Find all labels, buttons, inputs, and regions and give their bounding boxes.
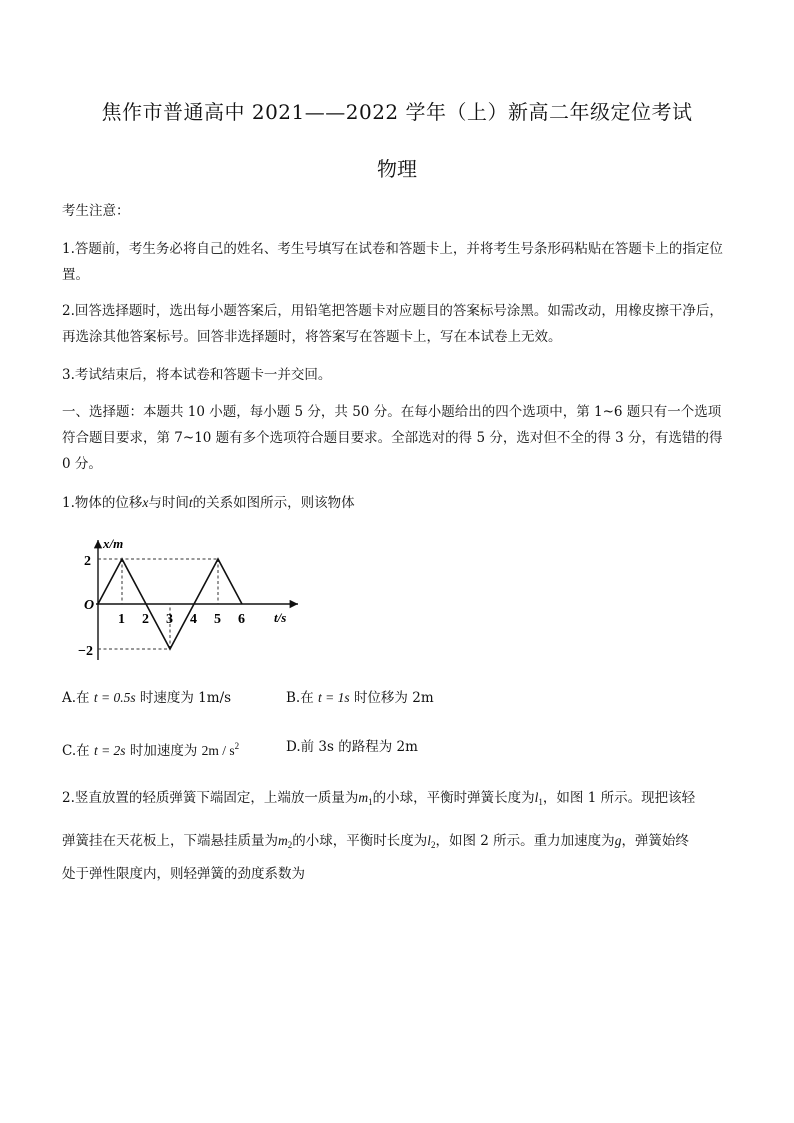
section-1-heading: 一、选择题：本题共 10 小题，每小题 5 分，共 50 分。在每小题给出的四个选项中，第 1~6 题只有一个选项符合题目要求，第 7~10 题有多个选项符合题目要求。全部选对的得 5 分，选对但不全的得 3 分，有选错的得 0 分。 [62, 404, 723, 472]
x-tick-labels [118, 612, 245, 627]
q2-text-1b: 的小球，平衡时弹簧长度为 [372, 790, 535, 806]
q2-l2-base: l [427, 833, 432, 848]
q2-text-2c: ，如图 2 所示。重力加速度为 [435, 833, 615, 849]
q1-option-c-text: 时加速度为 [129, 743, 198, 759]
q1-option-a-prefix: A.在 [62, 690, 90, 706]
x-tick-label-1: 1 [118, 612, 125, 627]
q2-text-1a: 2.竖直放置的轻质弹簧下端固定，上端放一质量为 [62, 790, 359, 806]
x-tick-label-4: 4 [190, 612, 197, 627]
q1-stem-part-b: 与时间 [148, 495, 189, 511]
y-tick-label-neg: −2 [78, 644, 93, 659]
x-axis-label: t/s [274, 610, 287, 625]
q2-l2-sub: 2 [431, 840, 436, 850]
q2-m2-sub: 2 [287, 840, 293, 850]
question-1-stem [62, 490, 734, 516]
q1-option-c-unit-base: 2m / s [201, 743, 235, 758]
q1-option-b-text: 时位移为 2m [353, 690, 434, 706]
q1-stem-part-a: 1.物体的位移 [62, 495, 143, 511]
q2-text-2d: ，弹簧始终 [621, 833, 689, 849]
exam-subject: 物理 [377, 157, 417, 181]
x-tick-label-6: 6 [238, 612, 245, 627]
q1-option-c-unit-exp: 2 [234, 741, 240, 751]
notice-heading: 考生注意： [62, 203, 130, 219]
q1-option-a-eq: t = 0.5s [93, 690, 136, 705]
origin-label: O [84, 598, 95, 613]
q2-m1-base: m [358, 790, 369, 805]
q2-var-g: g [614, 833, 622, 848]
y-tick-label-pos: 2 [84, 554, 91, 569]
question-2-line-1 [62, 786, 734, 814]
q1-option-b-prefix: B.在 [286, 690, 314, 706]
q1-option-c-prefix: C.在 [62, 743, 90, 759]
q2-var-l1 [535, 790, 543, 805]
notice-item-3: 3.考试结束后，将本试卷和答题卡一并交回。 [62, 367, 332, 383]
q2-var-l2 [427, 833, 435, 848]
question-2-line-2 [62, 829, 734, 857]
x-tick-label-2: 2 [142, 612, 149, 627]
q1-stem-part-c: 的关系如图所示，则该物体 [192, 495, 355, 511]
q1-option-b-eq: t = 1s [318, 690, 350, 705]
q1-var-t: t [188, 495, 193, 510]
x-tick-label-5: 5 [214, 612, 221, 627]
q2-l1-sub: 1 [538, 797, 543, 807]
q1-option-a-text: 时速度为 1m/s [139, 690, 232, 706]
q2-text-1c: ，如图 1 所示。现把该轻 [542, 790, 696, 806]
q2-var-m2 [278, 833, 292, 848]
q1-var-x: x [142, 495, 149, 510]
q1-option-c-eq: t = 2s [93, 743, 126, 758]
q1-option-d[interactable]: D.前 3s 的路程为 2m [286, 739, 418, 755]
q2-text-2a: 弹簧挂在天花板上，下端悬挂质量为 [62, 833, 278, 849]
q1-option-a[interactable] [62, 688, 231, 708]
x-tick-label-3: 3 [166, 612, 173, 627]
y-axis-label: x/m [103, 536, 124, 551]
notice-item-1: 1.答题前，考生务必将自己的姓名、考生号填写在试卷和答题卡上，并将考生号条形码粘贴在答题卡上的指定位置。 [62, 241, 723, 283]
q2-l1-base: l [534, 790, 539, 805]
q2-m1-sub: 1 [368, 797, 373, 807]
q1-option-b[interactable] [286, 688, 434, 708]
q2-var-m1 [358, 790, 372, 805]
question-2-line-3: 处于弹性限度内，则轻弹簧的劲度系数为 [62, 866, 305, 882]
q2-text-2b: 的小球，平衡时长度为 [292, 833, 428, 849]
q1-option-c-unit [202, 743, 240, 758]
exam-title: 焦作市普通高中 2021——2022 学年（上）新高二年级定位考试 [101, 100, 693, 124]
q1-displacement-time-graph [76, 532, 306, 668]
notice-item-2: 2.回答选择题时，选出每小题答案后，用铅笔把答题卡对应题目的答案标号涂黑。如需改动，用橡皮擦干净后，再选涂其他答案标号。回答非选择题时，将答案写在答题卡上，写在本试卷上无效。 [62, 303, 723, 345]
q2-m2-base: m [278, 833, 288, 848]
q1-option-c[interactable] [62, 736, 239, 761]
